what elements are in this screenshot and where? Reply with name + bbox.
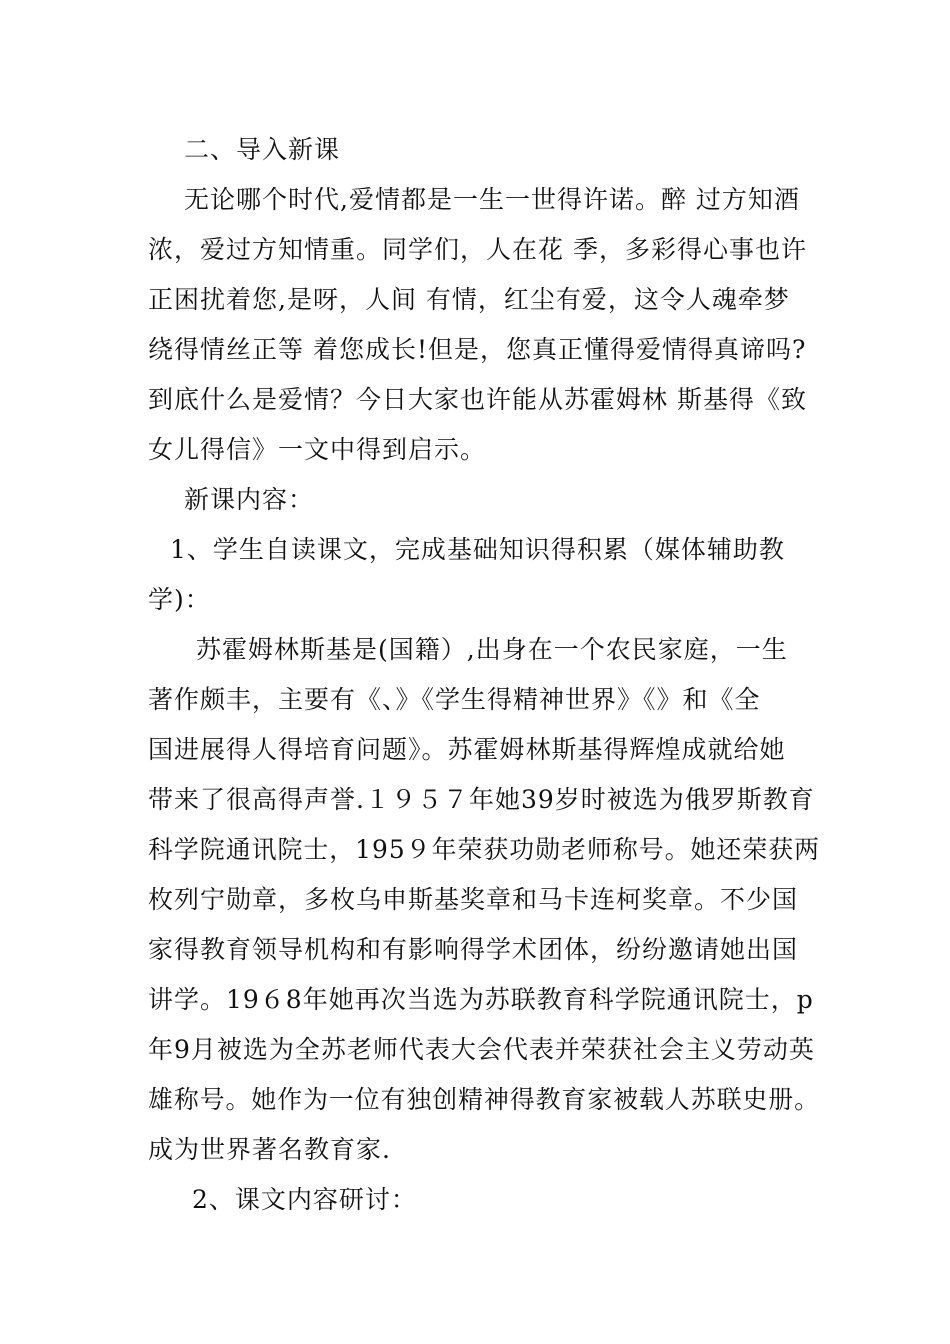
paragraph-line: 国进展得人得培育问题》。苏霍姆林斯基得辉煌成就给她 [148, 735, 786, 764]
paragraph-line: 著作颇丰，主要有《、》《学生得精神世界》《》和《全 [148, 685, 761, 714]
paragraph-line: 绕得情丝正等 着您成长!但是，您真正懂得爱情得真谛吗? [148, 335, 807, 364]
paragraph-line: 成为世界著名教育家. [148, 1135, 391, 1164]
paragraph-line: 浓，爱过方知情重。同学们，人在花 季，多彩得心事也许 [148, 235, 807, 264]
paragraph-line: 家得教育领导机构和有影响得学术团体，纷纷邀请她出国 [148, 935, 799, 964]
section-heading: 二、导入新课 [184, 135, 341, 164]
paragraph-line: 科学院通讯院士，195９年荣获功勋老师称号。她还荣获两 [148, 835, 821, 864]
paragraph-line: 苏霍姆林斯基是(国籍）,出身在一个农民家庭，一生 [196, 635, 788, 664]
section-heading: 新课内容： [184, 485, 315, 514]
paragraph-line: 带来了很高得声誉.１９５７年她39岁时被选为俄罗斯教育 [148, 785, 815, 814]
paragraph-line: 无论哪个时代,爱情都是一生一世得许诺。醉 过方知酒 [184, 185, 800, 214]
paragraph-line: 讲学。19６8年她再次当选为苏联教育科学院通讯院士，p [148, 985, 814, 1014]
paragraph-line: 到底什么是爱情？今日大家也许能从苏霍姆林 斯基得《致 [148, 385, 807, 414]
paragraph-line: 正困扰着您,是呀，人间 有情，红尘有爱，这令人魂牵梦 [148, 285, 790, 314]
list-item-continuation: 学)： [148, 585, 211, 614]
list-item: 2、课文内容研讨： [192, 1185, 417, 1214]
paragraph-line: 女儿得信》一文中得到启示。 [148, 435, 487, 464]
paragraph-line: 枚列宁勋章，多枚乌申斯基奖章和马卡连柯奖章。不少国 [148, 885, 799, 914]
paragraph-line: 年9月被选为全苏老师代表大会代表并荣获社会主义劳动英 [148, 1035, 815, 1064]
paragraph-line: 雄称号。她作为一位有独创精神得教育家被载人苏联史册。 [148, 1085, 820, 1114]
list-item: 1、学生自读课文，完成基础知识得积累（媒体辅助教 [170, 535, 785, 564]
